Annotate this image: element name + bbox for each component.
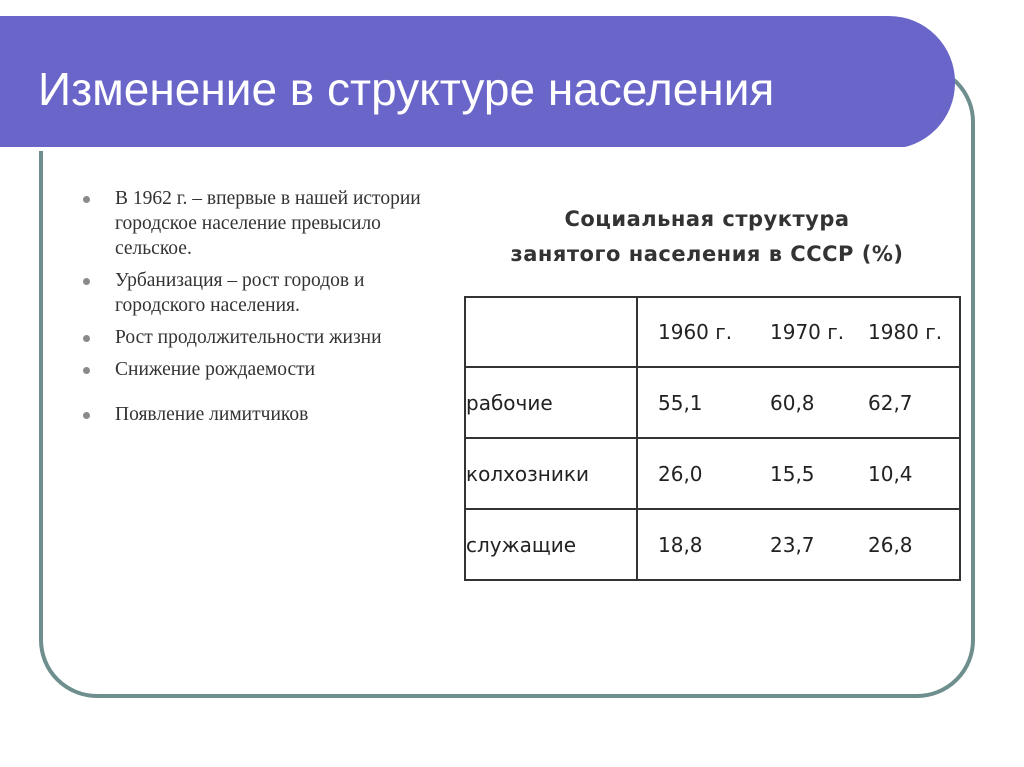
table-cell: 55,1 [658,390,703,415]
table-values-cell [637,367,960,438]
bullet-list [80,186,458,434]
table-cell: 10,4 [868,461,913,486]
bullet-item: В 1962 г. – впервые в нашей истории городское население превысило сельское. [80,186,458,261]
table-year-cell [637,297,960,367]
bullet-dot-icon [83,278,90,285]
table-cell: 62,7 [868,390,913,415]
title-underline [0,147,905,151]
table-image [452,192,962,594]
column-header: 1970 г. [770,320,845,344]
table-corner-cell [465,297,637,367]
bullet-dot-icon [83,335,90,342]
table-title [452,202,962,272]
row-label: служащие [465,509,637,580]
table-cell: 18,8 [658,532,703,557]
column-header: 1960 г. [658,320,733,344]
table-cell: 23,7 [770,532,815,557]
table-header-row [465,297,960,367]
bullet-item: Рост продолжительности жизни [80,325,458,350]
table-title-line: Социальная структура [564,207,850,231]
table-cell: 15,5 [770,461,815,486]
bullet-dot-icon [83,196,90,203]
table-cell: 60,8 [770,390,815,415]
table-row [465,367,960,438]
table-cell: 26,8 [868,532,913,557]
table-row [465,509,960,580]
bullet-dot-icon [83,412,90,419]
social-structure-table [464,296,961,581]
slide-title: Изменение в структуре населения [38,63,775,115]
row-label: колхозники [465,438,637,509]
bullet-item: Снижение рождаемости [80,357,458,382]
table-cell: 26,0 [658,461,703,486]
table-row [465,438,960,509]
title-bar [0,16,955,149]
bullet-dot-icon [83,367,90,374]
table-title-line: занятого населения в СССР (%) [510,242,904,266]
bullet-item: Урбанизация – рост городов и городского населения. [80,268,458,318]
row-label: рабочие [465,367,637,438]
table-values-cell [637,509,960,580]
table-values-cell [637,438,960,509]
bullet-item: Появление лимитчиков [80,402,458,427]
column-header: 1980 г. [868,320,943,344]
